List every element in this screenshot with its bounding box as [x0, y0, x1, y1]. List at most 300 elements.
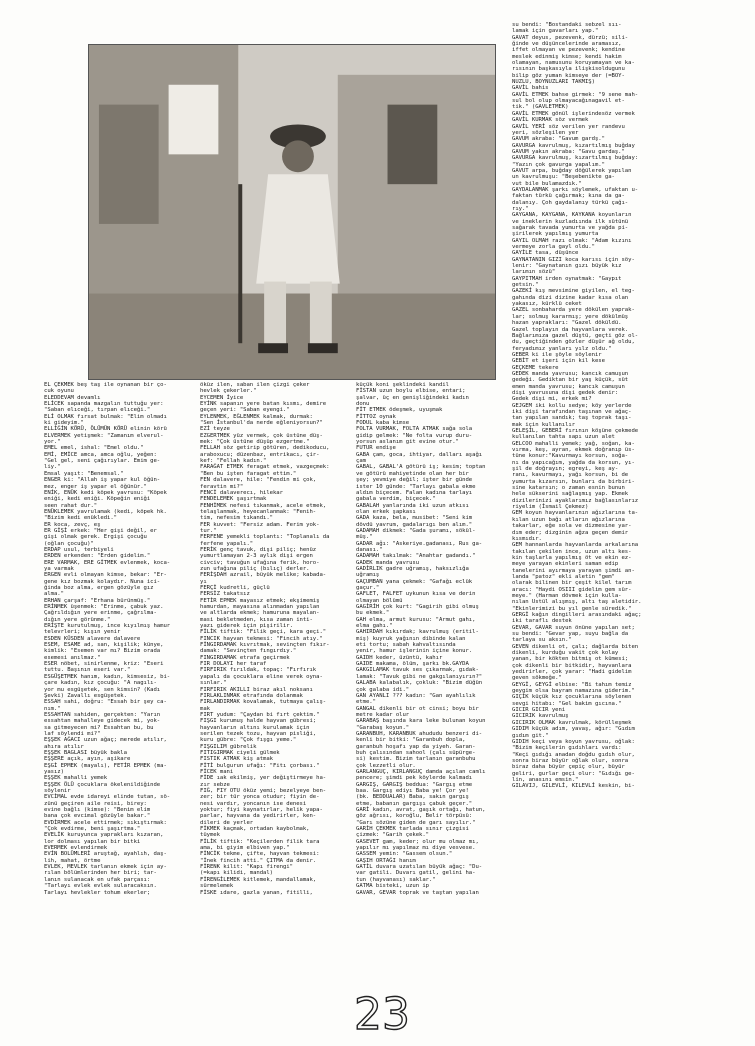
entry-line: ELVERMEK yetişmek: "Zamanım elverul- — [44, 432, 164, 439]
entry-line: FİLİK tiftik: "Filik geçi, kara geçi." — [200, 629, 327, 636]
entry-line: sonra biraz büyür oğlak olur, sonra — [512, 757, 629, 764]
entry-line: çam — [356, 458, 366, 465]
entry-line: getsin." — [512, 282, 539, 289]
entry-line: FARAĞAT ETMEK feragat etmek, vazgeçmek: — [200, 464, 330, 471]
entry-line: "Çok evdirme, beni şaşırtma." — [44, 826, 141, 833]
entry-line: FELLAH söz getirip götüren, dedikoducu, — [200, 445, 330, 452]
entry-line: gahında dizi dizine kadar kısa olan — [512, 294, 629, 301]
entry-line: tim, nefesim tıkandı." — [200, 515, 273, 522]
entry-line: GATİL duvara uzatılan büyük ağaç: "Du- — [356, 864, 483, 871]
entry-line: vırma, keş, ayran, ekmek doğranıp üs- — [512, 447, 635, 454]
entry-line: küçük koni şeklindeki kandil — [356, 382, 449, 388]
entry-line: aracı: "Haydi OSIII gidelim gem sür- — [512, 586, 632, 593]
entry-line: metre kadar olur — [356, 711, 410, 718]
entry-line: baa. Gargış ediyı Baba ye! Çor ye! — [356, 788, 469, 794]
entry-line: hayvanların altını kurulamak için — [200, 724, 310, 731]
entry-line: ESDEN KÜSDEN alavere dalavere — [44, 635, 141, 642]
entry-line: etme, babanın gargışı çabuk geçer." — [356, 800, 473, 807]
entry-line: larımın sözü" — [512, 269, 556, 276]
entry-line: GALABA kalabalık, çokluk: "Bizim düğün — [356, 680, 483, 687]
entry-line: nılan Ustül alışmış, altı taş aletidir. — [512, 599, 642, 606]
entry-line: GELCOO mahalli yemek; yağ, soğan, ka- — [512, 440, 635, 447]
entry-line: rısının başkasıyla ilişkisoldugunu — [512, 66, 625, 73]
entry-line: FİLİK tiftik: "Keçilerden filik tara — [200, 838, 320, 845]
entry-line: GEJGEM iki kollu sedye; köy yerlerde — [512, 402, 632, 409]
entry-line: söylenir — [44, 788, 71, 794]
entry-line: donu — [356, 401, 370, 408]
entry-line: faktan türkü çağırmak; kına da ga- — [512, 193, 625, 200]
entry-line: mek: "Çok üstüne düşüp ezgertme." — [200, 439, 310, 446]
entry-line: EYİNK sapanın yere batan kısmı, demire — [200, 401, 327, 408]
entry-line: sınlar." — [200, 680, 227, 687]
entry-line: tan yapılan sandık; taş toprak taşı- — [512, 415, 632, 422]
entry-line: GAVİL YERİ söz verilen yer randevu — [512, 123, 625, 130]
entry-line: FİSKE ıdare, gazla yanan, fitilli, — [200, 889, 313, 896]
entry-line: GAVİL ETMEK bahse girmek: "9 sene mah- — [512, 91, 639, 98]
entry-line: "Bizim keçilerin gıdıhları vardı: — [512, 745, 622, 752]
entry-line: GAGİRİH çok kurt: "Gagirih gibi olmuş — [356, 604, 479, 611]
dictionary-column-4 — [512, 22, 712, 1014]
entry-line: feravtin mi?" — [200, 483, 244, 490]
entry-line: kenli bir bitki: "Garanbuh dopla, — [356, 737, 466, 744]
entry-line: GAVİL bahis — [512, 85, 549, 92]
entry-line: FERİŞDAH azrail, büyük melike; kabada- — [200, 572, 327, 579]
entry-line: ya varmak — [44, 565, 74, 572]
entry-line: rıy." — [512, 205, 529, 212]
entry-line: tik." (GAVLETMEK) — [512, 104, 569, 111]
entry-line: FIĞ, FIY OTU öküz yemi; bezelyeye ben- — [200, 788, 327, 794]
entry-line: FEN dalavere, hile: "Fendin mi çok, — [200, 477, 317, 484]
entry-line: "Ben bu işten faragat ettim." — [200, 470, 297, 477]
entry-line: meslek edinmiş kimse; kendi hakim — [512, 53, 622, 60]
entry-line: civciv; tavuğun ufağına ferik, horo- — [200, 559, 320, 566]
entry-line: pencere; şimdi pek köylerde kalmadı — [356, 775, 473, 782]
entry-line: FIR DOLAYI her taraf — [200, 661, 267, 668]
entry-line: FİKMEK kaçmak, ortadan kaybolmak, — [200, 826, 310, 833]
entry-line: NUZLU, BOYNUZLARI TAKMIŞ) — [512, 79, 595, 86]
entry-line: "Keçi gıdığı anadan doğdu gıdıh olur, — [512, 751, 635, 758]
entry-line: du, geçtiğinden gözler düşür ağ oldu, — [512, 339, 635, 346]
entry-line: ENGER ki: "Allah iş yapar kul öğün- — [44, 477, 161, 484]
entry-line: GAH elma, armut kurusu: "Armut gahı, — [356, 616, 476, 623]
entry-line: meye yarayan ekinleri saman edip — [512, 561, 619, 568]
entry-line: FIRFIRIK fırıldak, topaç: "Fırfırık — [200, 667, 317, 674]
entry-line: müş." — [356, 534, 373, 541]
entry-line: uğramış — [356, 572, 380, 579]
entry-line: aldım biçecem. Falan kadına tarlayı — [356, 489, 473, 496]
entry-line: EVİN BOLÜMLERİ aruştağ, ayahlıh, daş- — [44, 851, 167, 858]
entry-line: yapalı da çocuklara eline verek oyna- — [200, 673, 323, 680]
entry-line: GEBİT et işeri için kil kese — [512, 358, 605, 365]
entry-line: su bendi: "Gevar yap, suyu bağla da — [512, 631, 629, 637]
entry-line: yoktur; fiyi kaynatırlar, helik yapa- — [200, 807, 323, 814]
entry-line: olarak bilinen bir çeşit kilel tarım — [512, 580, 632, 587]
entry-line: ERDAP usul, terbiyeli — [44, 546, 114, 553]
entry-line: un kavrulmuşu: "Beşebenikte ga- — [512, 174, 615, 181]
entry-line: EŞŞERE açık, ayın, aşikare — [44, 756, 131, 763]
entry-line: FETİR EPMEK mayasız etmek; ekşimemiş — [200, 597, 320, 604]
entry-line: iffet olmayan ve pezevenk; kendine — [512, 47, 625, 54]
entry-line: çare kadın, kız çocuğu: "A nagılı- — [44, 680, 157, 687]
entry-line: gabala verdim, biçecek." — [356, 496, 436, 503]
entry-line: mez, enger iş yapar el öğünür." — [44, 483, 147, 490]
entry-line: şirilerek yapılmış yumurta — [512, 231, 599, 238]
entry-line: nı da yapıcağım, yağda da korsun, yı- — [512, 459, 635, 466]
entry-line: zır sebze — [200, 781, 230, 788]
entry-line: GICIR GICIR yeni — [512, 707, 566, 714]
entry-line: FIRLAKLINMAK etrafında dolanmak — [200, 692, 303, 699]
entry-line: GABA çam, goca, ihtiyar, dalları aşağı — [356, 451, 483, 458]
entry-line: FİRENK kilit: "Kapı firengi" — [200, 864, 293, 871]
entry-line: GAN AYANLI ??? kadın: "Gan ayahlılık — [356, 692, 476, 699]
entry-line: eti tortu; sabah kahvaltısında — [356, 642, 456, 649]
entry-line: EMİ, EMİCE amca, amca oğlu, yeğen: — [44, 451, 157, 458]
entry-line: lamak için gavarları yap." — [512, 28, 599, 35]
entry-line: olan erkek şapkası — [356, 508, 416, 515]
entry-line: geçen yeri: "Saban eyengi." — [200, 407, 290, 414]
entry-line: ESER nöbet, sinirlenme, kriz: "Eseri — [44, 661, 164, 668]
entry-line: EŞŞEK ÖLÜ çocuklara ökelenildiğinde — [44, 781, 161, 788]
entry-line: kin taşlarla yapılmış öt ve ekin ez- — [512, 554, 632, 561]
entry-line: tarlaya su aksın." — [512, 637, 572, 644]
entry-line: GADAR aĝı: "Askeriye.gadanası, Rus ga- — [356, 540, 483, 547]
entry-line: kısmıdır. — [512, 535, 542, 542]
entry-line: GEYGİ, GEYGİ elbise: "Bi tahım temiz — [512, 681, 632, 688]
entry-line: FERÇİ kudretli, güçlü — [200, 585, 270, 591]
entry-line: GAVUT arpa, buğday döğülerek yapılan — [512, 167, 632, 174]
entry-line: ESEM, ESAME ad, san, kişilik; künye, — [44, 642, 164, 649]
entry-line: ESSAHTAN sahiden, gerçekten: "Yarın — [44, 711, 161, 718]
entry-line: takarlar, eğe sola ve dizmesine yar- — [512, 523, 632, 530]
entry-line: GAYGANA, KAYGANA, KAYKANA koyunların — [512, 212, 632, 219]
entry-line: göz ağrısı, koroğlu, Belir törpüsü: — [356, 813, 473, 820]
entry-line: lenir: "Gaynatanın gızı büyük kız — [512, 263, 622, 270]
entry-line: riyelim (İsmail Çekmez) — [512, 504, 589, 511]
entry-line: geliri, gurlar geçi olur: "Gıdığı ge- — [512, 770, 635, 777]
entry-line: hamurdan, mayasına alınmadan yapılan — [200, 604, 320, 611]
entry-line: FIRLANDIRMAK kovalamak, tutmaya çalış- — [200, 699, 327, 706]
entry-line: FITIGIRMAK ciyeli gülmek — [200, 749, 280, 756]
entry-line: GEM koyun hayvanlarının ağızlarına ta- — [512, 510, 639, 517]
entry-line: EVLEK, MEVLEK tarlanın ekmek için ay- — [44, 864, 167, 871]
entry-line: FUTUR endişe — [356, 445, 396, 452]
entry-line: GERGİ kağın dingilleri arasındaki ağaç; — [512, 611, 642, 618]
entry-line: FİTTOZ oynak — [356, 413, 396, 420]
entry-line: mak için kullanılır — [512, 421, 576, 428]
entry-line: şil de doğrayın; egreyi, keş ay- — [512, 466, 619, 473]
entry-line: FER kuvvet: "Fersiz adam. Ferim yok- — [200, 521, 320, 528]
entry-line: zun ufağına piliç (bılıç) derler. — [200, 565, 310, 572]
entry-line: sa gitmeyecen mi? Essahtan bu, bu — [44, 724, 154, 731]
entry-line: FERFENE yemekli toplantı: "Toplanalı da — [200, 534, 330, 541]
entry-line: FENDELEMEK şaşırtmak — [200, 496, 267, 503]
entry-line: ahıra atılır — [44, 743, 84, 750]
entry-line: GARANBUH, KARANBUK ahududu benzeri di- — [356, 730, 483, 737]
entry-line: ferfene yapalı." — [200, 540, 254, 547]
entry-line: ERİNMEK üşenmek: "Erinme, çabuk yaz. — [44, 604, 164, 611]
entry-line: feryadımız yanları yılz oldu." — [512, 345, 612, 352]
entry-line: GICIRIK kavrulmuş — [512, 713, 569, 720]
entry-line: cuk oyunu — [44, 388, 74, 395]
entry-line: araboxucu; düzenbaz, entrikacı, çir- — [200, 451, 320, 458]
entry-line: FIRFIRIK AKILLI biraz akıl noksanı — [200, 686, 313, 693]
entry-line: ELİCEK sapanda mazgalın tuttuğu yer: — [44, 401, 164, 408]
entry-line: buh çalısından sahool (çalı süpürge- — [356, 749, 476, 756]
entry-line: FENHİMEK nefesi tıkanmak, acele etmek, — [200, 502, 327, 509]
photo-of-man-standing-in-village-street — [88, 44, 496, 380]
entry-line: yor." — [44, 439, 61, 446]
entry-line: FİCEK mani — [200, 768, 234, 775]
entry-line: EŞŞEK BAGLASI büyük bakla — [44, 749, 127, 756]
entry-line: Çağrıldığın yere erinme, çağrılma- — [44, 610, 157, 617]
entry-line: çok galaba idi." — [356, 686, 410, 693]
entry-line: FİSTAN uzun boylu elbise, entari; — [356, 388, 466, 395]
entry-line: şey; yevmiye değil; işter bir günde — [356, 477, 473, 484]
entry-line: FİTİ bulgurun ufağı: "Fitı çorbası." — [200, 762, 320, 769]
entry-line: olamayan, namusunu koruyamayan ve ka- — [512, 60, 635, 67]
page-number: 23 — [354, 989, 410, 1040]
entry-line: yumurta kızarsın, bunları da birbiri- — [512, 478, 635, 485]
entry-line: GARİ kadın, avrat, gaşık ortağı, hatun, — [356, 807, 486, 814]
entry-line: esemesi anılmaz." — [44, 654, 101, 661]
entry-line: dalanıy. Çoh gaydalanıy türkü çağı- — [512, 199, 629, 206]
entry-line: sağarak tavada yumurta ve yağda pi- — [512, 225, 629, 231]
entry-line: (bk. BEDDUALAR) Baba, sakın gargış — [356, 794, 469, 801]
entry-line: GADA kaza, bela, musibet: "Seni kim — [356, 515, 473, 522]
entry-line: liy." — [44, 464, 61, 471]
entry-line: ELLİĞİN KÖRÜ, ÖLÜMÜN KÖRÜ elinin körü — [44, 426, 167, 433]
entry-line: EVDİRMEK acele ettirmek; sıkıştırmak: — [44, 819, 167, 826]
entry-line: telaşlanmak, heyecanlanmak: "Fenih- — [200, 508, 317, 515]
entry-line: FINCIK hayvan tekmesi: "Fincih atıy." — [200, 635, 323, 642]
entry-line: GAHIRDAH kıkırdak; kavrulmuş (eritil- — [356, 629, 479, 636]
entry-line: dikenli, kurduğu vakit çok kolay — [512, 650, 619, 657]
entry-line: su bendi: "Bostandaki sebzel sıı- — [512, 22, 622, 28]
entry-line: danası." — [356, 546, 383, 553]
entry-line: ER koca, zevç, eş — [44, 521, 101, 528]
entry-line: EYCEMEN İyice — [200, 394, 244, 401]
entry-line: GEÇKEME tekere — [512, 364, 559, 371]
entry-line: GAVUM yakın akraba: "Gavu gardaş." — [512, 148, 625, 155]
entry-line: garanbuh hoşafı yap da yiyeh. Garan- — [356, 743, 476, 750]
entry-line: ERE VARMAK, ERE GİTMEK evlenmek, koca- — [44, 559, 171, 566]
entry-line: GAIDE makama, ölüm, şarkı bk.GAYDA — [356, 661, 469, 668]
entry-line: nım." — [44, 705, 61, 712]
entry-line: EŞŞEK mahalli yemek — [44, 775, 108, 782]
entry-line: masi bekletmeden, kısa zaman inti- — [200, 616, 313, 623]
entry-line: landa "patoz" ekli aletin "gem" — [512, 573, 615, 580]
entry-line: lih, mahat, örtme — [44, 857, 101, 864]
entry-line: zer; bir tür yonca otudur; fiyin de- — [200, 794, 320, 801]
entry-line: GADEK manda yavrusu — [356, 559, 420, 566]
entry-line: GAZEL sonbaharda yere dökülen yaprak- — [512, 307, 635, 314]
entry-line: gişi olmak gerek. Ergişi çocuğu — [44, 534, 147, 541]
entry-line: yor mu esgüşetek, sen kimsin? (Kadı — [44, 686, 161, 693]
entry-line: yapılır mı yapılmaz mı diye vesvese. — [356, 845, 476, 852]
entry-line: ELİ OLMAK fırsat bulmak: "Elim olmadı — [44, 413, 167, 420]
entry-line: ESGÜŞETMEK hanım, kadın, kimsesiz, bi- — [44, 673, 171, 680]
entry-line: lar; solmuş kararmış; yere dökülmüş — [512, 313, 629, 320]
entry-line: GABAL, GABAL'A götürü iş; kesim; toptan — [356, 464, 486, 471]
entry-line: GARABAŞ başında kara leke bulunan koyun — [356, 718, 486, 725]
entry-line: öküz ilen, saban ilen çizgi çeker — [200, 382, 310, 388]
entry-line: GAYİLE tasa, düşünce — [512, 250, 579, 257]
entry-line: sine katarsın; o zaman esnin bunun — [512, 485, 625, 492]
entry-line: "İnek fincih atti." ÇITMA da denir. — [200, 857, 317, 864]
entry-line: "Sen İstanbul'da nerde eğleniyorsun?" — [200, 420, 323, 427]
entry-line: çok dikenli bir bitkidir, hayvanlara — [512, 662, 632, 669]
dictionary-column-3 — [356, 382, 508, 992]
entry-line: geygim olsa bayram namazına giderim." — [512, 688, 635, 695]
photo-illustration — [89, 45, 495, 379]
entry-line: "Saban elıceği, tırpan elıceği." — [44, 407, 151, 414]
entry-line: televrleri; kışın yenir — [44, 629, 121, 636]
entry-line: ER GİŞİ erkek: "Her gişi değil, er — [44, 527, 157, 534]
entry-line: GELEŞİL, GEBERİ fırının köşüne çekmede — [512, 428, 639, 434]
entry-line: FERİK genç tavuk, dişi piliç; henüz — [200, 546, 317, 553]
entry-line: EL ÇEKMEK beş taş ile oynanan bir ço- — [44, 382, 167, 388]
entry-line: hele sükserini sağlaşmış yap. Ekmek — [512, 491, 629, 498]
entry-line: damak: "Sevinçten fıngırdıy." — [200, 648, 297, 655]
entry-line: FIŞGI kurumuş halde hayvan gübresi; — [200, 718, 317, 725]
entry-line: eniği, kedi eniği. Köpeğin eniği — [44, 496, 151, 503]
entry-line: bilip göz yuman kimseye der (=BOY- — [512, 72, 625, 79]
entry-line: elma gahı." — [356, 623, 393, 630]
entry-line: "Bizim kedi enükledi." — [44, 515, 117, 522]
entry-line: tüne konur:"Kavurmayı korsun, soğa- — [512, 453, 629, 460]
entry-line: GAYNATANIN GIZI koca karısı için söy- — [512, 256, 635, 263]
entry-line: GEVAR, GAVAR suyun önüne yapılan set; — [512, 624, 635, 631]
entry-line: GAYDALANMAK şarkı söylemek, ufaktan u- — [512, 186, 639, 193]
entry-line: yazı giderek için pişirilir. — [200, 623, 293, 630]
entry-line: olmayan bölümü — [356, 597, 403, 604]
entry-line: emen manda yavrusu; kancık camuşun — [512, 383, 625, 390]
entry-line: ister 10 günde: "Tarlayı gabala ekme — [356, 483, 476, 490]
entry-line: EŞŞEK AĞACI uzun ağaç; merede atılır, — [44, 737, 167, 744]
dictionary-column-1 — [44, 382, 196, 992]
entry-line: FIŞGILIM gübrelik — [200, 743, 257, 750]
entry-line: etme." — [356, 699, 376, 706]
entry-line: GIDIH keçi veya koyun yavrusu, oğlak: — [512, 738, 635, 745]
entry-line: "Garabaş koyun." — [356, 724, 410, 731]
entry-line: sevgi hitabı: "Gel bakim gıcına." — [512, 700, 622, 707]
entry-line: bu ekmek." — [356, 610, 390, 617]
entry-line: yanan, bir kökten bitmiş ot kümesi; — [512, 656, 629, 663]
entry-line: ranı, kavurmayı, yağı korsun, bi de — [512, 472, 629, 479]
entry-line: ELEDDEVAM devamlı — [44, 394, 101, 401]
entry-line: GASSEM yemin: "Gassem olsun." — [356, 851, 453, 858]
entry-line: FERSİZ takatsız — [200, 591, 250, 598]
entry-line: EVCİMAL evde idareyi elinde tutan, sö- — [44, 794, 171, 801]
entry-line: GAYPITMAH irden oynatmak: "Gaypıt — [512, 275, 622, 282]
entry-line: GAVİL KURMAK söz vermek — [512, 117, 589, 124]
entry-line: yakasız, kürklü ceket — [512, 301, 582, 308]
entry-line: sürmelemek — [200, 883, 234, 890]
entry-line: FODUL kaba kimse — [356, 420, 410, 427]
entry-line: GEBER ki ile şöyle söylenir — [512, 351, 602, 358]
entry-line: gene kız bozmak kolaydır. Nuna ici- — [44, 578, 161, 585]
entry-line: Emsal yaşıt: "Benemsal." — [44, 470, 124, 477]
entry-line: FİNCİK tekme, çifte, hayvan tekmesi: — [200, 851, 320, 858]
entry-line: ve ineklerin kuzladıında ilk sütünü — [512, 218, 629, 225]
entry-line: GAVURGA kavrulmuş, kızartılmış buğday — [512, 142, 635, 149]
entry-line: ama, bi giyim elbiven yap." — [200, 845, 290, 852]
entry-line: gidip gelmek: "Ne folta vurup duru- — [356, 432, 473, 439]
entry-line: biraz daha büyür çepiç olur, büyür — [512, 764, 625, 771]
entry-line: serilen tezek tozu, hayvan pisliği, — [200, 730, 317, 737]
entry-line: GASEVET gam, keder; olur mu olmaz mı, — [356, 838, 479, 845]
entry-line: yedirirler, çok yarar: "Hadi gidelim — [512, 669, 632, 676]
entry-line: ki gideyim." — [44, 420, 84, 427]
entry-line: FIRT yudum: "Çaydan bi fırt çektim." — [200, 711, 320, 718]
entry-line: GATMA bisteki, uzun ip — [356, 883, 429, 890]
entry-line: GIÇİK küçük kız çocuklarına söylenen — [512, 694, 632, 701]
entry-line: Bağlarımıza gazel düştü, geçti göz ol- — [512, 332, 639, 339]
entry-line: tanelerini ayırmaya yarayan şimdi an- — [512, 567, 635, 574]
entry-line: çizmek: "Garih çekek." — [356, 832, 429, 839]
entry-line: ERİŞTE kurutulmuş, ince kıyılmış hamur — [44, 623, 171, 630]
entry-line: parlar, hayvana da yedirirler, ken- — [200, 813, 317, 820]
entry-line: evine bağlı (kimse): "Benim elim — [44, 807, 151, 814]
entry-line: yorsun aslanım git evine otur." — [356, 439, 459, 446]
entry-line: GAVAR, GEVAR toprak ve taştan yapılan — [356, 889, 479, 896]
entry-line: EZİ teyze — [200, 426, 230, 433]
entry-line: tuttu. Başının eseri var." — [44, 667, 131, 674]
entry-line: FİNGIRDAMAK kıvrıtmak, sevinçten fıkır- — [200, 642, 330, 649]
entry-line: iki dişi tarafından taşınan ve ağaç- — [512, 408, 632, 415]
entry-line: FİDE ıak ekilmiş, yer değiştirmeye ha- — [200, 775, 327, 782]
entry-line: dövdü yavrum, gadalarıgı ben alım." — [356, 521, 473, 528]
entry-line: lanın sulanacak en ufak parçası: — [44, 876, 151, 883]
entry-line: GADAMAH takılmak: "Anahtar gadandı." — [356, 553, 476, 560]
entry-line: Gazel toplayın da hayvanlara verek. — [512, 326, 629, 333]
entry-line: GADİRLIK gadre uğramış, haksızlığa — [356, 565, 469, 572]
entry-line: FOLTA VURMAK, FOLTA ATMAK sağa sola — [356, 426, 473, 433]
entry-line: kuru gübre: "Çok fışgı yeme." — [200, 737, 297, 744]
entry-line: GAZEKİ kış mevsimine giyilen, el teg- — [512, 288, 635, 295]
entry-line: (=kapı kilidi, mandal) — [200, 870, 273, 877]
entry-line: gaçur." — [356, 585, 380, 591]
entry-line: lamak: "Tavuk gibi ne gakgılanıyırın?" — [356, 673, 483, 680]
entry-line: GAFLET, FALFET uykunun kısa ve derin — [356, 591, 476, 598]
entry-line: GAVAT deyus, pezevenk, dürzü; sili- — [512, 34, 629, 41]
entry-line: yeri, sözleşilen yer — [512, 129, 579, 136]
entry-line: "Yazın çok gavurga yapalım." — [512, 161, 605, 168]
entry-line: "Tarlayı evlek evlek sularacaksın. — [44, 883, 157, 890]
entry-line: GAYIL OLMAH razı olmak: "Adam kızını — [512, 237, 632, 244]
entry-line: kullanılan tahta sapı uzun alet — [512, 434, 615, 441]
entry-line: sul bol olup olmayacağınagavil et- — [512, 98, 625, 105]
entry-line: lor dolması yapılan bir bitki — [44, 838, 141, 845]
entry-line: EŞGİ EPMEK (mayalı), FETİR EPMEK (ma- — [44, 762, 167, 769]
entry-line: dığın yere görünme." — [44, 616, 111, 623]
entry-line: ENİK, ENÜK kedi köpek yavrusu: "Köpek — [44, 489, 167, 496]
entry-line: şalvar, üç en genişliğindeki kadın — [356, 394, 469, 401]
entry-line: Gedek dişi mi, erkek mi? — [512, 396, 592, 403]
entry-line: EVELİK kuruyunca yaprakları kızaran, — [44, 832, 164, 839]
entry-line: "Ekinlerimizi bu yıl genle süredik." — [512, 605, 632, 612]
entry-line: "Gel gel, seni çağırıylar. Emim ge- — [44, 458, 161, 465]
entry-line: ve altlarda ekmek; hamuruna mayalan- — [200, 610, 320, 617]
entry-line: GARLANGUÇ, KIRLANGUÇ damda açılan camlı — [356, 768, 486, 775]
entry-line: gıdım git." — [512, 732, 549, 739]
entry-line: iki taraflı destek — [512, 618, 572, 625]
entry-line: ENÜKLEMEK yavrulamak (kedi, köpek hk. — [44, 508, 167, 515]
entry-line: GARGIŞ, GARGIŞ beddua: "Gargış etme — [356, 781, 473, 788]
entry-line: çok lezzetli olur. — [356, 762, 416, 769]
entry-line: FİRENGİLEMEK kitlemek, mandallamak, — [200, 876, 317, 883]
entry-line: vermeye zorla gayl oldu." — [512, 244, 595, 251]
